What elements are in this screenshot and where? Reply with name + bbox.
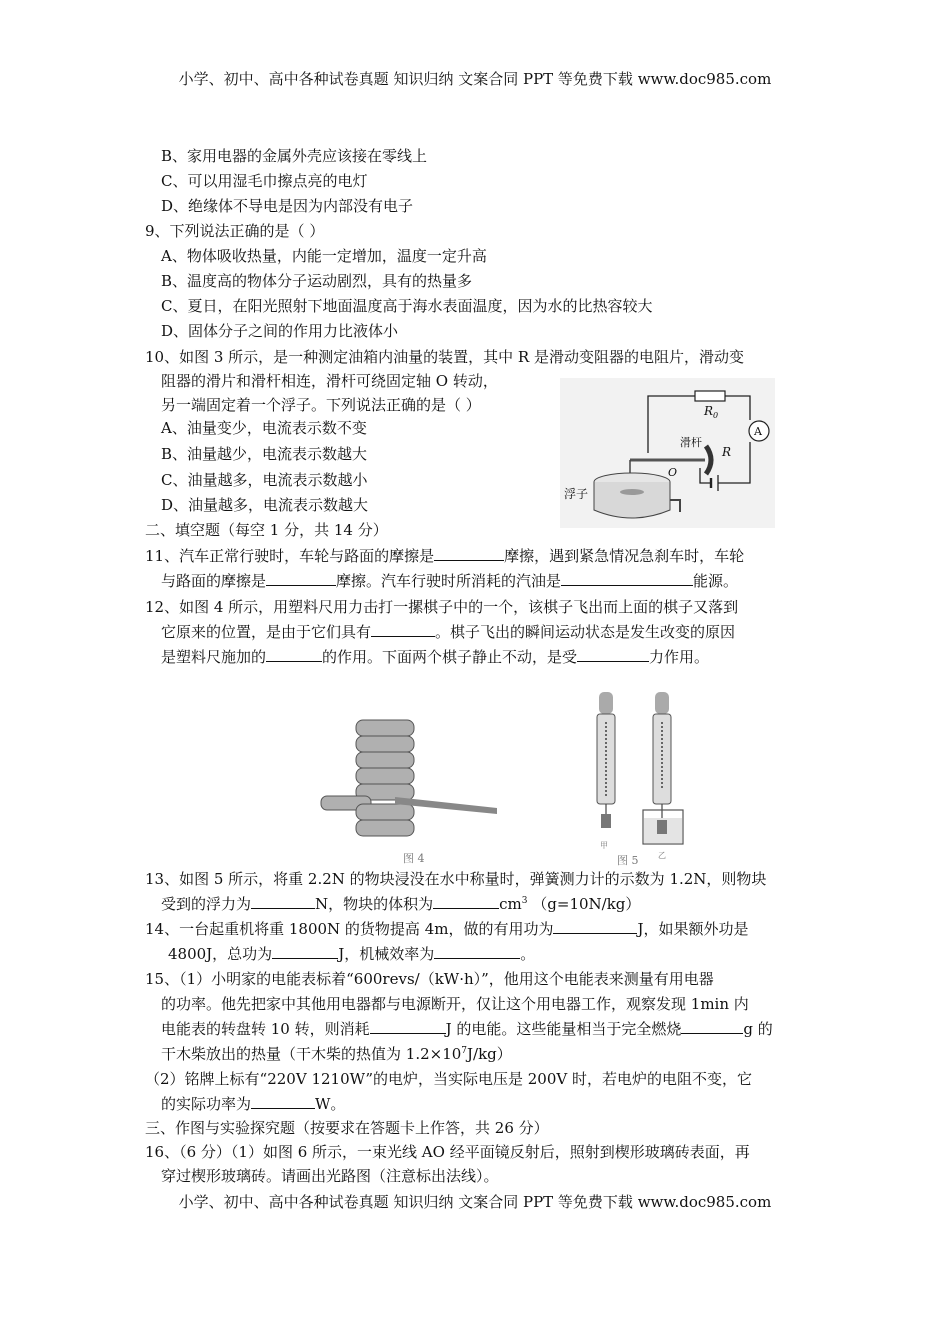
slider-label: 滑杆: [680, 436, 702, 449]
q14-line1: 14、一台起重机将重 1800N 的货物提高 4m，做的有用功为 J，如果额外功是: [145, 920, 749, 938]
q12-line1: 12、如图 4 所示，用塑料尺用力击打一摞棋子中的一个，该棋子飞出而上面的棋子又落到: [145, 598, 739, 616]
chess-piece: [356, 736, 414, 752]
answer-blank[interactable]: [433, 894, 499, 909]
q15-line2: 的功率。他先把家中其他用电器都与电源断开，仅让这个用电器工作，观察发现 1min 内: [161, 995, 749, 1013]
section-3-title: 三、作图与实验探究题（按要求在答题卡上作答，共 26 分）: [145, 1119, 549, 1137]
page-header: 小学、初中、高中各种试卷真题 知识归纳 文案合同 PPT 等免费下载 www.doc985.com: [178, 70, 772, 88]
answer-blank[interactable]: [251, 1094, 315, 1109]
answer-blank[interactable]: [266, 647, 322, 662]
answer-blank[interactable]: [553, 919, 637, 934]
q10-stem-line2: 阻器的滑片和滑杆相连，滑杆可绕固定轴 O 转动，: [161, 372, 498, 390]
answer-blank[interactable]: [266, 571, 336, 586]
q14-line2: 4800J，总功为 J，机械效率为 。: [168, 945, 536, 963]
q11-line1: 11、汽车正常行驶时，车轮与路面的摩擦是 摩擦，遇到紧急情况急刹车时，车轮: [145, 547, 745, 565]
spring-scale-yi: [643, 692, 683, 860]
q8-option-c: C、可以用湿毛巾擦点亮的电灯: [161, 172, 368, 190]
q13-line2: 受到的浮力为 N，物块的体积为 $cm^3$ （g=10N/kg）: [161, 895, 641, 913]
q10-option-d: D、油量越多，电流表示数越大: [161, 496, 369, 514]
tank-body: [594, 482, 670, 518]
page-footer: 小学、初中、高中各种试卷真题 知识归纳 文案合同 PPT 等免费下载 www.doc985.com: [178, 1193, 772, 1211]
q12-line2: 它原来的位置，是由于它们具有 。棋子飞出的瞬间运动状态是发生改变的原因: [161, 623, 736, 641]
float-label: 浮子: [564, 487, 589, 501]
hand-icon: [599, 692, 613, 714]
float: [620, 489, 644, 495]
figure-5-caption: 图 5: [617, 854, 639, 867]
q10-option-b: B、油量越少，电流表示数越大: [161, 445, 368, 463]
figure-4-chess-stack: [315, 712, 500, 867]
spring-scale-jia: [597, 692, 615, 850]
figure-5-spring-scales: [585, 688, 695, 868]
chess-piece: [356, 804, 414, 820]
figure-3-oil-gauge: [560, 378, 775, 528]
q10-stem-line3: 另一端固定着一个浮子。下列说法正确的是（ ）: [161, 396, 481, 414]
chess-piece: [356, 820, 414, 836]
q15-line6: 的实际功率为 W。: [161, 1095, 346, 1113]
q11-line2: 与路面的摩擦是 摩擦。汽车行驶时所消耗的汽油是 能源。: [161, 572, 739, 590]
q8-option-b: B、家用电器的金属外壳应该接在零线上: [161, 147, 428, 165]
ammeter-label: A: [754, 425, 762, 438]
hand-icon: [655, 692, 669, 714]
q12-line3: 是塑料尺施加的 的作用。下面两个棋子静止不动，是受 力作用。: [161, 648, 710, 666]
q15-line1: 15、（1）小明家的电能表标着“600revs/（kW·h）”，他用这个电能表来测量有用电器: [145, 970, 714, 988]
answer-blank[interactable]: [577, 647, 649, 662]
q13-line1: 13、如图 5 所示，将重 2.2N 的物块浸没在水中称量时，弹簧测力计的示数为 1.2N，则物块: [145, 870, 767, 888]
q9-stem: 9、下列说法正确的是（ ）: [145, 222, 325, 240]
answer-blank[interactable]: [561, 571, 693, 586]
chess-piece: [356, 752, 414, 768]
answer-blank[interactable]: [434, 944, 520, 959]
answer-blank[interactable]: [434, 546, 504, 561]
q8-option-d: D、绝缘体不导电是因为内部没有电子: [161, 197, 414, 215]
answer-blank[interactable]: [370, 1019, 446, 1034]
q15-line4: 干木柴放出的热量（干木柴的热值为 $1.2\times 10^7J/kg$）: [161, 1045, 512, 1063]
label-yi: 乙: [658, 851, 666, 860]
q10-option-c: C、油量越多，电流表示数越小: [161, 471, 368, 489]
q9-option-b: B、温度高的物体分子运动剧烈，具有的热量多: [161, 272, 473, 290]
chess-piece: [356, 720, 414, 736]
q15-line3: 电能表的转盘转 10 转，则消耗 J 的电能。这些能量相当于完全燃烧 g 的: [161, 1020, 773, 1038]
q15-line5: （2）铭牌上标有“220V 1210W”的电炉，当实际电压是 200V 时，若电炉的电阻不变，它: [145, 1070, 752, 1088]
q9-option-a: A、物体吸收热量，内能一定增加，温度一定升高: [161, 247, 487, 265]
label-jia: 甲: [600, 841, 608, 850]
block: [657, 820, 667, 834]
q9-option-d: D、固体分子之间的作用力比液体小: [161, 322, 399, 340]
chess-piece: [356, 768, 414, 784]
q16-line1: 16、（6 分）（1）如图 6 所示，一束光线 AO 经平面镜反射后，照射到楔形玻璃砖表面，再: [145, 1143, 750, 1161]
figure-4-caption: 图 4: [403, 852, 425, 865]
resistor-r0: [695, 391, 725, 401]
pivot-label: O: [668, 466, 678, 479]
q10-stem-line1: 10、如图 3 所示，是一种测定油箱内油量的装置，其中 R 是滑动变阻器的电阻片，滑动变: [145, 348, 745, 366]
q10-option-a: A、油量变少，电流表示数不变: [161, 419, 367, 437]
answer-blank[interactable]: [681, 1019, 743, 1034]
q16-line2: 穿过楔形玻璃砖。请画出光路图（注意标出法线）。: [161, 1167, 499, 1185]
q9-option-c: C、夏日，在阳光照射下地面温度高于海水表面温度，因为水的比热容较大: [161, 297, 653, 315]
answer-blank[interactable]: [251, 894, 315, 909]
answer-blank[interactable]: [272, 944, 338, 959]
block: [601, 814, 611, 828]
resistor-r0-label: $R_0$: [704, 404, 719, 420]
resistor-r-label: R: [722, 445, 732, 459]
section-2-title: 二、填空题（每空 1 分，共 14 分）: [145, 521, 388, 539]
answer-blank[interactable]: [371, 622, 435, 637]
